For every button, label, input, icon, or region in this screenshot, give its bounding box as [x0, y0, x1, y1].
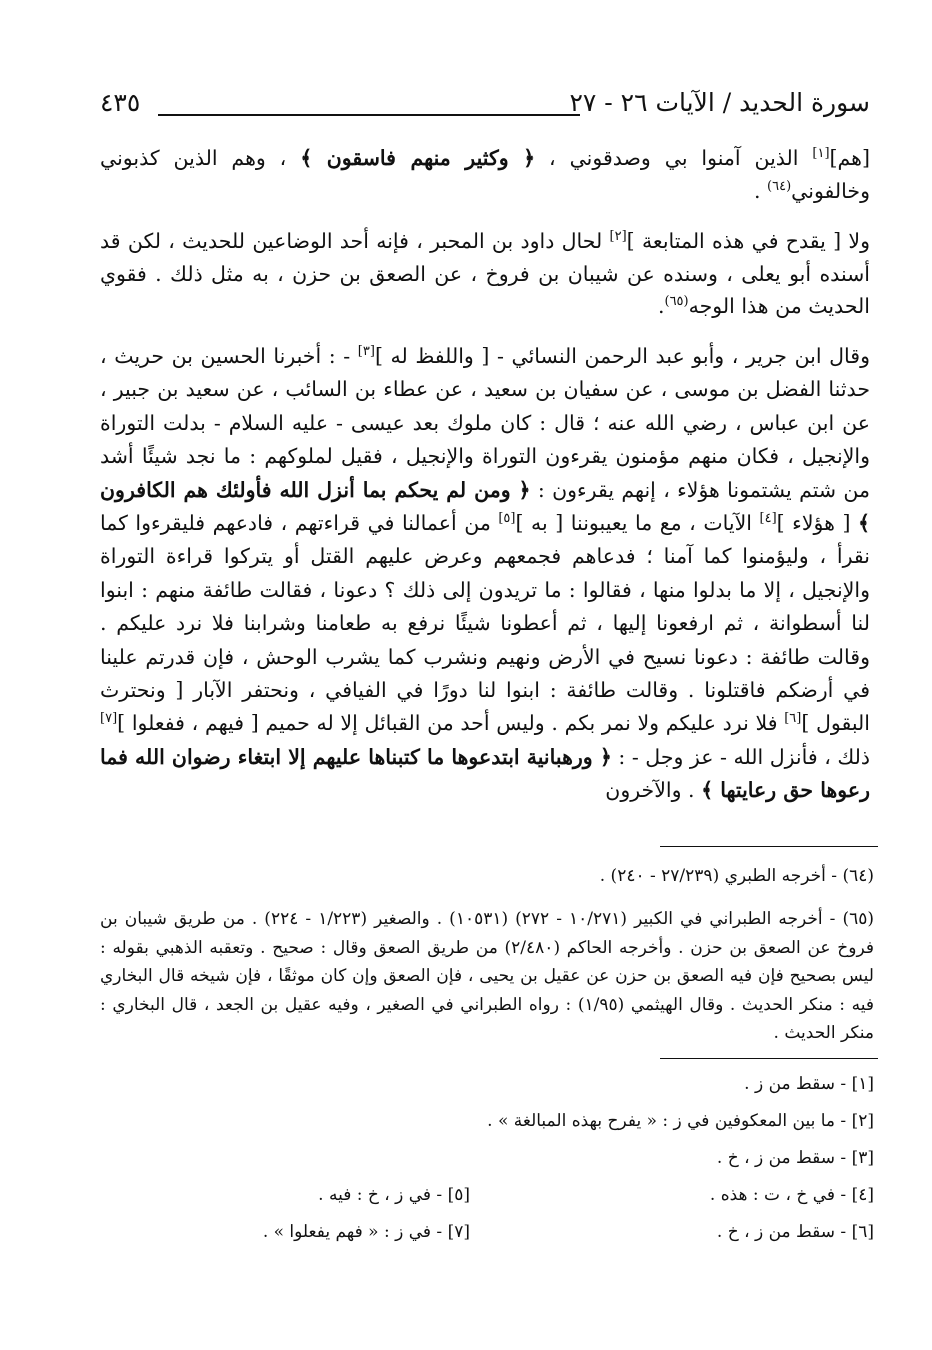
running-title: سورة الحديد / الآيات ٢٦ - ٢٧ — [569, 88, 870, 117]
header-rule — [158, 114, 580, 116]
reference-marker: (٦٤) — [767, 178, 792, 194]
text-run: . والآخرون — [605, 778, 702, 803]
quran-quote: ﴿ وكثير منهم فاسقون ﴾ — [300, 146, 536, 170]
paragraph-2 — [100, 225, 870, 323]
text-run: فلا نرد عليكم ولا نمر بكم . وليس أحد من القبائل إلا له حميم [ فيهم ، ففعلوا ] — [117, 711, 785, 736]
footnote-64: (٦٤) - أخرجه الطبري (٢٧/٢٣٩ - ٢٤٠) . — [599, 866, 874, 886]
footnote-65: (٦٥) - أخرجه الطبراني في الكبير (١٠/٢٧١ - ٢٧٢) (١٠٥٣١) . والصغير (١/٢٢٣ - ٢٢٤) . من طريق شيبان بن فروخ عن الصعق بن حزن . وأخرجه الحاكم (٢/٤٨٠) من طريق الصعق وقال : صحيح . وتعقبه الذهبي بقوله : ليس بصحيح فإن فيه الصعق بن حزن عن عقيل بن يحيى ، فإن الصعق وإن كان موثقًا ، فإن شيخه قال البخاري فيه : منكر الحديث . وقال الهيثمي (١/٩٥) : رواه الطبراني في الصغير ، وفيه عقيل بن الجعد ، قال البخاري : منكر الحديث . — [100, 909, 875, 1043]
reference-marker: [٥] — [498, 511, 516, 527]
footnote-rule-2 — [660, 1058, 878, 1059]
text-run: - : أخبرنا الحسين بن حريث ، حدثنا الفضل بن موسى ، عن سفيان بن سعيد ، عن عطاء بن السائب ، عن سعيد بن جبير ، عن ابن عباس ، رضي الله عنه ؛ قال : كان ملوك بعد عيسى - عليه السلام - بدلت التوراة والإنجيل ، فكان منهم مؤمنون يقرءون التوراة والإنجيل ، فقيل لملوكهم : ما نجد شيئًا أشد من شتم يشتمونا هؤلاء ، إنهم يقرءون : — [100, 344, 870, 502]
text-run: [هم] — [829, 146, 870, 170]
note-1: [١] - سقط من ز . — [744, 1074, 874, 1094]
page-header — [100, 88, 870, 124]
text-run: وقال ابن جرير ، وأبو عبد الرحمن النسائي - [ واللفظ له ] — [374, 344, 871, 368]
paragraph-3 — [100, 340, 870, 808]
reference-marker: (٦٥) — [664, 294, 689, 310]
note-4: [٤] - في خ ، ت : هذه . — [709, 1185, 874, 1205]
reference-marker: [٦] — [784, 711, 802, 727]
page-number: ٤٣٥ — [100, 88, 141, 117]
quran-quote: ﴿ ورهبانية ابتدعوها ما كتبناها عليهم إلا ابتغاء رضوان الله فما رعوها حق رعايتها ﴾ — [100, 744, 870, 803]
text-run: لحال داود بن المحبر ، فإنه أحد الوضاعين للحديث ، لكن قد أسنده أبو يعلى ، وسنده عن شيبان بن فروخ ، عن الصعق بن حزن ، به مثل ذلك . فقوي الحديث من هذا الوجه — [100, 229, 870, 318]
reference-marker: [٢] — [609, 229, 627, 245]
text-run: من أعمالنا في قراءتهم ، فادعهم فليقرءوا كما نقرأ ، وليؤمنوا كما آمنا ؛ فدعاهم فجمعهم وعرض عليهم القتل أو يتركوا قراءة التوراة والإنجيل ، إلا ما بدلوا منها ، فقالوا : ما تريدون إلى ذلك ؟ دعونا ، فقالت طائفة منهم : ابنوا لنا أسطوانة ، ثم ارفعونا إليها ، ثم أعطونا شيئًا نرفع به طعامنا وشرابنا فلا نرد عليكم . وقالت طائفة : دعونا نسيح في الأرض ونهيم ونشرب كما يشرب الوحش ، فإن قدرتم علينا في أرضكم فاقتلونا . وقالت طائفة : ابنوا لنا دورًا في الفيافي ، ونحتفر الآبار [ ونحترث البقول ] — [100, 511, 870, 736]
text-run: . — [657, 294, 665, 318]
note-7: [٧] - في ز : « فهم يفعلوا » . — [262, 1222, 470, 1242]
reference-marker: [٤] — [759, 511, 777, 527]
text-run: . — [754, 178, 768, 203]
text-run: الآيات ، مع ما يعيبوننا [ به ] — [515, 511, 760, 536]
text-run: الذين آمنوا بي وصدقوني ، — [535, 146, 813, 170]
text-run: [ هؤلاء ] — [776, 511, 858, 536]
reference-marker: [١] — [812, 146, 830, 162]
text-run: ولا [ يقدح في هذه المتابعة ] — [626, 229, 870, 253]
paragraph-1 — [100, 142, 870, 207]
footnote-rule-1 — [660, 846, 878, 847]
text-run: ذلك ، فأنزل الله - عز وجل - : — [611, 744, 870, 769]
text-run: ، وهم الذين كذبوني وخالفوني — [100, 146, 870, 203]
reference-marker: [٧] — [100, 711, 118, 727]
note-6: [٦] - سقط من ز ، خ . — [716, 1222, 874, 1242]
note-5: [٥] - في ز ، خ : فيه . — [318, 1185, 470, 1205]
note-3: [٣] - سقط من ز ، خ . — [716, 1148, 874, 1168]
reference-marker: [٣] — [357, 344, 375, 360]
quran-quote: ﴿ ومن لم يحكم بما أنزل الله فأولئك هم الكافرون ﴾ — [100, 477, 870, 536]
note-2: [٢] - ما بين المعكوفين في ز : « يفرح بهذه المبالغة » . — [487, 1111, 874, 1131]
